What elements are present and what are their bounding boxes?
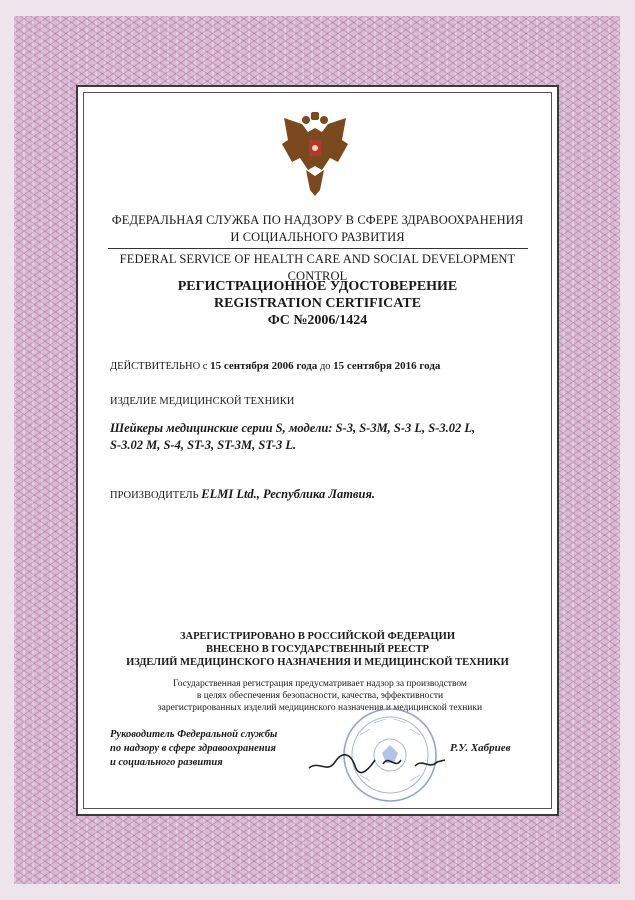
registration-note [110,678,530,714]
signer-title [110,728,310,770]
agency-header [90,212,545,285]
registered-line3: ИЗДЕЛИЙ МЕДИЦИНСКОГО НАЗНАЧЕНИЯ И МЕДИЦИНСКОЙ ТЕХНИКИ [126,657,509,668]
title-ru: РЕГИСТРАЦИОННОЕ УДОСТОВЕРЕНИЕ [177,279,458,294]
validity-from-date: 15 сентября 2006 года [210,360,318,372]
registered-line1: ЗАРЕГИСТРИРОВАНО В РОССИЙСКОЙ ФЕДЕРАЦИИ [179,631,456,642]
signer-line1: Руководитель Федеральной службы [110,729,278,740]
certificate-title [90,278,545,329]
device-label: ИЗДЕЛИЕ МЕДИЦИНСКОЙ ТЕХНИКИ [110,396,295,407]
validity-to-date: 15 сентября 2016 года [333,360,441,372]
registered-line2: ВНЕСЕНО В ГОСУДАРСТВЕННЫЙ РЕЕСТР [206,644,429,655]
manufacturer-value: ELMI Ltd., Республика Латвия. [201,487,376,501]
manufacturer [110,487,375,502]
certificate-number: ФС №2006/1424 [267,313,368,328]
signer-name: Р.У. Хабриев [450,742,511,754]
manufacturer-label: ПРОИЗВОДИТЕЛЬ [110,490,199,501]
agency-name-ru-line1: ФЕДЕРАЛЬНАЯ СЛУЖБА ПО НАДЗОРУ В СФЕРЕ ЗДРАВООХРАНЕНИЯ [111,213,524,227]
device-name-line2: S-3.02 M, S-4, ST-3, ST-3M, ST-3 L. [110,438,297,452]
note-line1: Государственная регистрация предусматривает надзор за производством [173,679,467,689]
agency-name-en: FEDERAL SERVICE OF HEALTH CARE AND SOCIAL DEVELOPMENT CONTROL [108,248,528,285]
registration-statement [90,630,545,669]
handwritten-signature-icon [305,740,455,780]
title-en: REGISTRATION CERTIFICATE [213,296,422,311]
validity-period [110,360,540,372]
validity-label: ДЕЙСТВИТЕЛЬНО с [110,361,208,372]
device-name-line1: Шейкеры медицинские серии S, модели: S-3, S-3M, S-3 L, S-3.02 L, [110,421,476,435]
note-line3: зарегистрированных изделий медицинского назначения и медицинской техники [157,703,483,713]
certificate-content [90,100,545,800]
agency-name-ru-line2: И СОЦИАЛЬНОГО РАЗВИТИЯ [230,230,405,244]
device-name [110,420,530,454]
validity-to-label: до [319,361,331,372]
signer-line2: по надзору в сфере здравоохранения [110,743,276,754]
note-line2: в целях обеспечения безопасности, качества, эффективности [196,691,444,701]
double-headed-eagle-emblem-icon [280,110,350,200]
signer-line3: и социального развития [110,757,223,768]
